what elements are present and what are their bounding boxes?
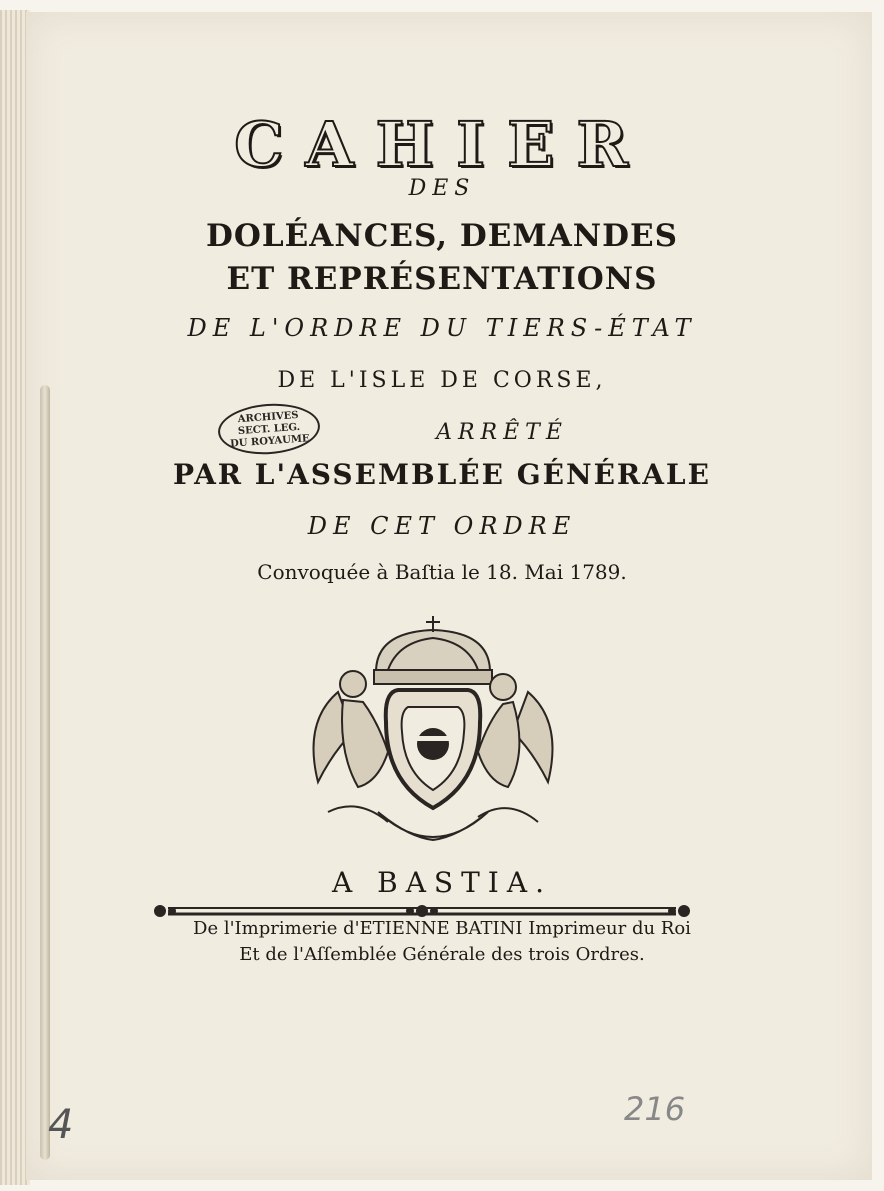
title-line-arrete: ARRÊTÉ xyxy=(436,420,568,445)
title-cahier: CAHIER xyxy=(234,108,650,181)
crown-icon xyxy=(374,616,492,684)
imprint-line-assembly: Et de l'Aſſemblée Générale des trois Ordres. xyxy=(239,944,645,965)
title-line-representations: ET REPRÉSENTATIONS xyxy=(226,261,658,297)
stamp-line: SECT. LEG. xyxy=(237,421,301,438)
title-line-corse: DE L'ISLE DE CORSE, xyxy=(277,368,607,393)
binding-thread xyxy=(40,385,50,1160)
stamp-line: DU ROYAUME xyxy=(229,433,310,450)
handwritten-number-right: 216 xyxy=(624,1090,686,1128)
shell-base-icon xyxy=(378,812,488,840)
coat-of-arms-emblem xyxy=(298,612,568,862)
shield-icon xyxy=(386,690,481,808)
handwritten-number-left: 4 xyxy=(48,1102,74,1148)
title-des: DES xyxy=(408,176,476,201)
imprint-place: A BASTIA. xyxy=(332,866,552,899)
left-angel-icon xyxy=(314,671,389,822)
title-line-convoquee: Convoquée à Baſtia le 18. Mai 1789. xyxy=(257,560,627,584)
stamp-line: ARCHIVES xyxy=(237,409,299,426)
imprint-line-printer: De l'Imprimerie d'ETIENNE BATINI Imprimeur du Roi xyxy=(193,918,691,939)
title-line-doleances: DOLÉANCES, DEMANDES xyxy=(206,218,678,254)
right-angel-icon xyxy=(478,674,553,822)
title-line-assemblee: PAR L'ASSEMBLÉE GÉNÉRALE xyxy=(173,458,711,491)
title-line-tiers-etat: DE L'ORDRE DU TIERS-ÉTAT xyxy=(187,314,697,342)
title-line-ordre: DE CET ORDRE xyxy=(307,512,577,540)
